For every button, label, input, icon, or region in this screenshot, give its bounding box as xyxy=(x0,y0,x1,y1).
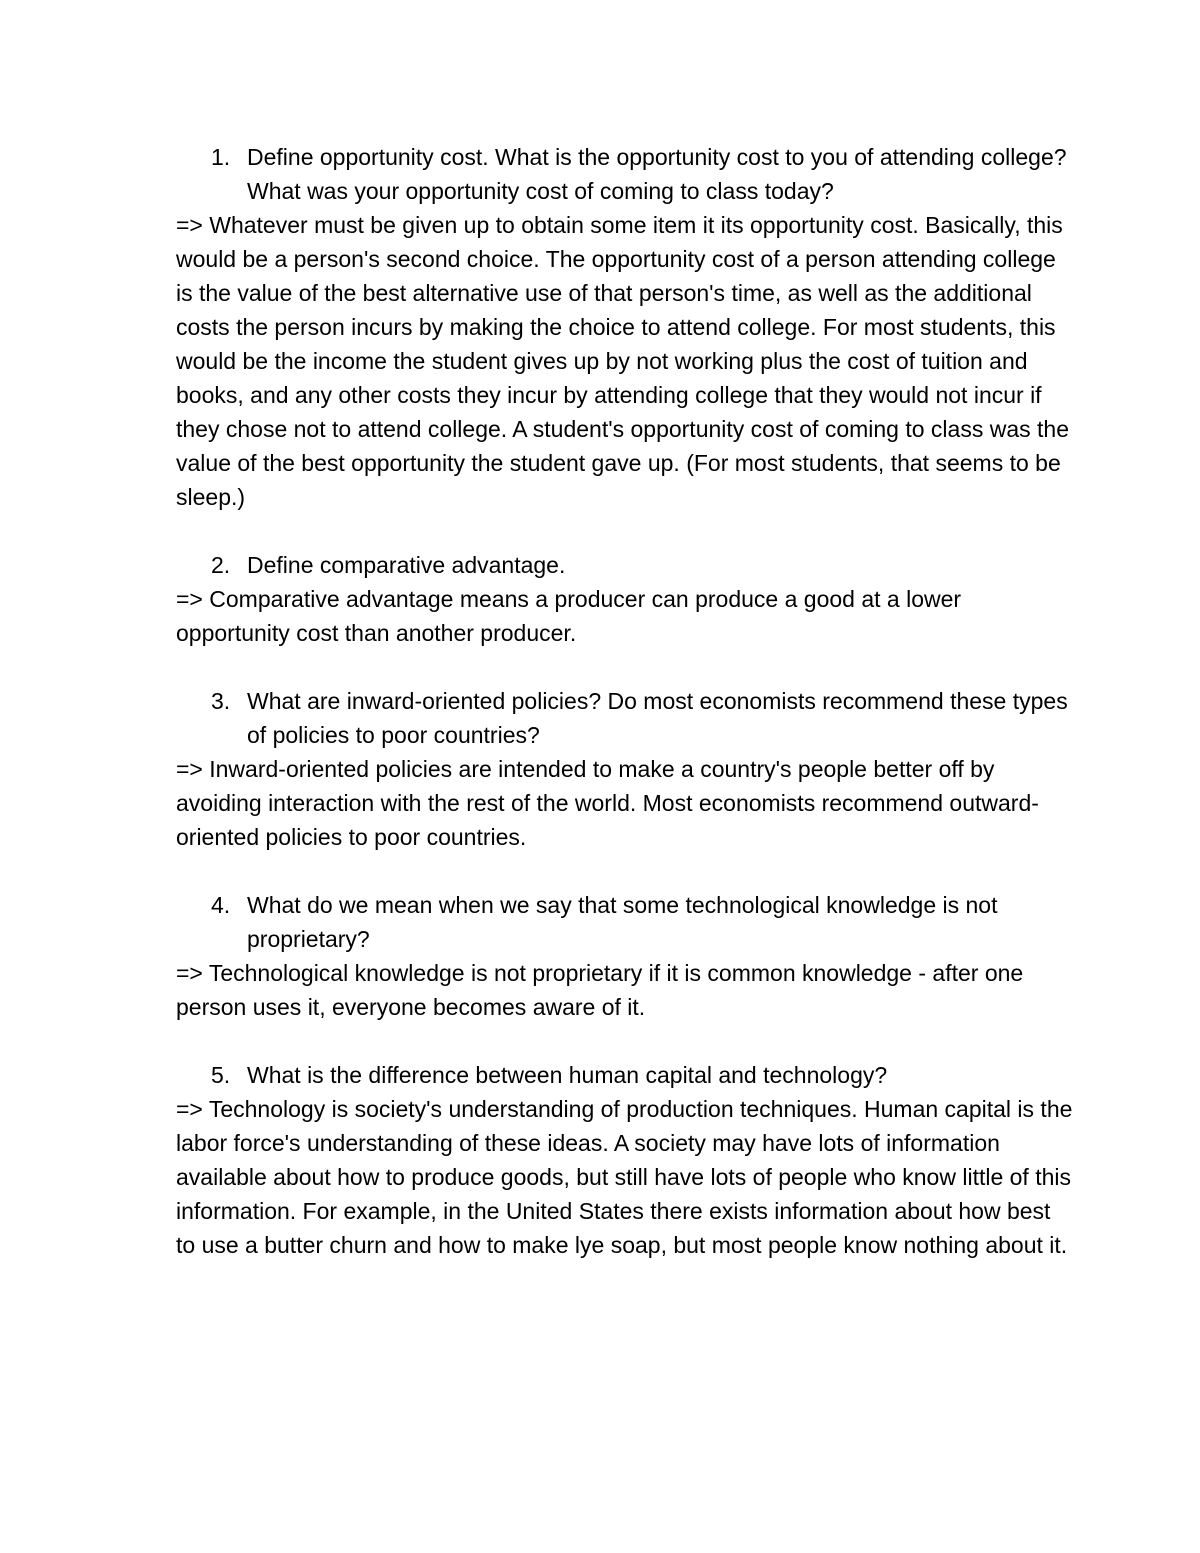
answer-5: => Technology is society's understanding of production techniques. Human capital is the labor force's understanding of these ideas. A society may have lots of information available about how to produce goods, but still have lots of people who know little of this information. For example, in the United States there exists information about how best to use a butter churn and how to make lye soap, but most people know nothing about it. xyxy=(176,1096,1073,1258)
qa-item-5 xyxy=(176,1058,1076,1262)
question-number: 4. xyxy=(211,892,231,918)
answer-1: => Whatever must be given up to obtain some item it its opportunity cost. Basically, this would be a person's second choice. The opportunity cost of a person attending college is the value of the best alternative use of that person's time, as well as the additional costs the person incurs by making the choice to attend college. For most students, this would be the income the student gives up by not working plus the cost of tuition and books, and any other costs they incur by attending college that they would not incur if they chose not to attend college. A student's opportunity cost of coming to class was the value of the best opportunity the student gave up. (For most students, that seems to be sleep.) xyxy=(176,212,1069,510)
answer-2: => Comparative advantage means a producer can produce a good at a lower opportunity cost than another producer. xyxy=(176,586,962,646)
question-text: Define opportunity cost. What is the opportunity cost to you of attending college? What was your opportunity cost of coming to class today? xyxy=(247,144,1067,204)
question-number: 5. xyxy=(211,1062,231,1088)
qa-item-1 xyxy=(176,140,1076,514)
answer-3: => Inward-oriented policies are intended to make a country's people better off by avoiding interaction with the rest of the world. Most economists recommend outward-oriented policies to poor countries. xyxy=(176,756,1039,850)
question-number: 1. xyxy=(211,144,231,170)
question-5 xyxy=(176,1058,1076,1092)
question-text: Define comparative advantage. xyxy=(247,552,566,578)
qa-item-2 xyxy=(176,548,1076,650)
qa-item-3 xyxy=(176,684,1076,854)
question-text: What do we mean when we say that some technological knowledge is not proprietary? xyxy=(247,892,998,952)
question-text: What is the difference between human capital and technology? xyxy=(247,1062,888,1088)
question-4 xyxy=(176,888,1076,956)
answer-4: => Technological knowledge is not proprietary if it is common knowledge - after one person uses it, everyone becomes aware of it. xyxy=(176,960,1024,1020)
question-number: 3. xyxy=(211,688,231,714)
question-2 xyxy=(176,548,1076,582)
question-3 xyxy=(176,684,1076,752)
question-text: What are inward-oriented policies? Do most economists recommend these types of policies to poor countries? xyxy=(247,688,1068,748)
qa-item-4 xyxy=(176,888,1076,1024)
question-number: 2. xyxy=(211,552,231,578)
question-1 xyxy=(176,140,1076,208)
document-body xyxy=(176,140,1076,1296)
